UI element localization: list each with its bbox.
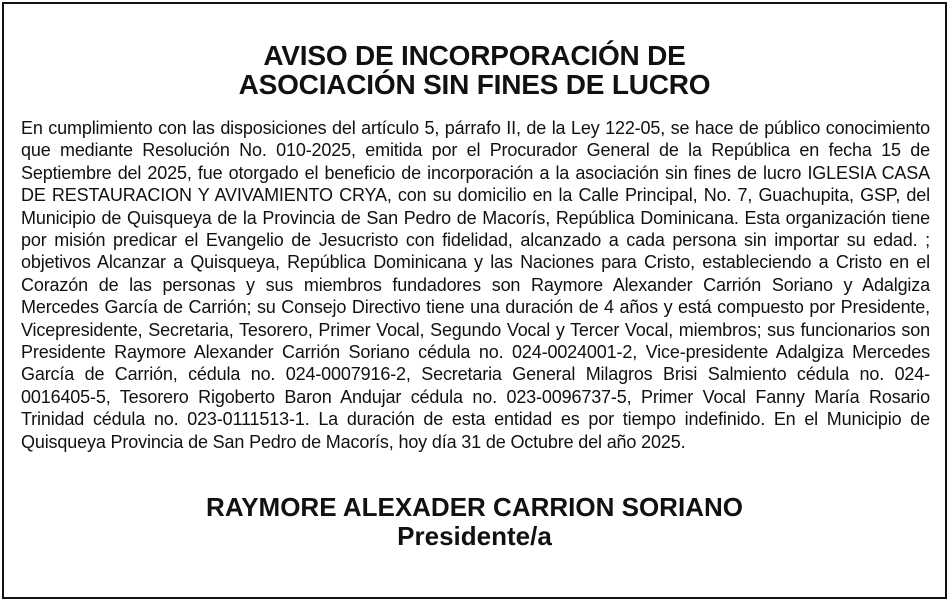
notice-title-line-1: AVISO DE INCORPORACIÓN DE — [263, 40, 686, 71]
signatory-name: RAYMORE ALEXADER CARRION SORIANO — [206, 492, 743, 522]
notice-title-line-2: ASOCIACIÓN SIN FINES DE LUCRO — [238, 69, 711, 100]
notice-frame — [2, 2, 947, 599]
signature-block — [4, 493, 945, 551]
notice-title — [4, 41, 945, 99]
notice-body: En cumplimiento con las disposiciones del artículo 5, párrafo II, de la Ley 122-05, se hace de público conocimiento que mediante Resolución No. 010-2025, emitida por el Procurador General de la República en fecha 15 de Septiembre del 2025, fue otorgado el beneficio de incorporación a la asociación sin fines de lucro IGLESIA CASA DE RESTAURACION Y AVIVAMIENTO CRYA, con su domicilio en la Calle Principal, No. 7, Guachupita, GSP, del Municipio de Quisqueya de la Provincia de San Pedro de Macorís, República Dominicana. Esta organización tiene por misión predicar el Evangelio de Jesucristo con fidelidad, alcanzado a cada persona sin importar su edad. ; objetivos Alcanzar a Quisqueya, República Dominicana y las Naciones para Cristo, estableciendo a Cristo en el Corazón de las personas y sus miembros fundadores son Raymore Alexander Carrión Soriano y Adalgiza Mercedes García de Carrión; su Consejo Directivo tiene una duración de 4 años y está compuesto por Presidente, Vicepresidente, Secretaria, Tesorero, Primer Vocal, Segundo Vocal y Tercer Vocal, miembros; sus funcionarios son Presidente Raymore Alexander Carrión Soriano cédula no. 024-0024001-2, Vice-presidente Adalgiza Mercedes García de Carrión, cédula no. 024-0007916-2, Secretaria General Milagros Brisi Salmiento cédula no. 024-0016405-5, Tesorero Rigoberto Baron Andujar cédula no. 023-0096737-5, Primer Vocal Fanny María Rosario Trinidad cédula no. 023-0111513-1. La duración de esta entidad es por tiempo indefinido. En el Municipio de Quisqueya Provincia de San Pedro de Macorís, hoy día 31 de Octubre del año 2025. — [21, 118, 930, 452]
signatory-role: Presidente/a — [397, 521, 552, 551]
